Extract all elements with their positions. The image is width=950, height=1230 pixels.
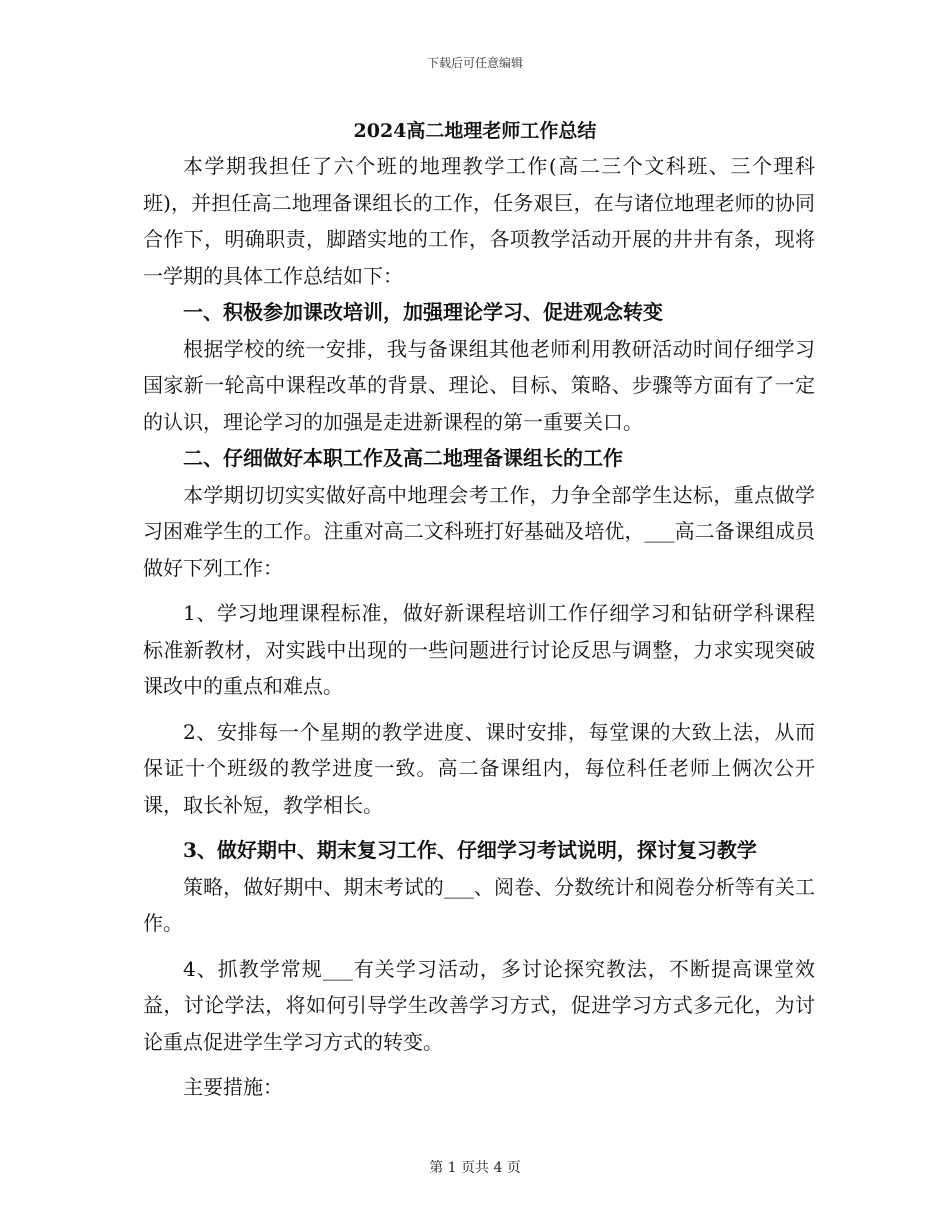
- section-2-paragraph: 本学期切切实实做好高中地理会考工作，力争全部学生达标，重点做学习困难学生的工作。注重对高二文科班打好基础及培优，___高二备课组成员做好下列工作：: [143, 482, 815, 580]
- measures-label: 主要措施：: [183, 1075, 283, 1099]
- section-2-heading: 二、仔细做好本职工作及高二地理备课组长的工作: [183, 446, 623, 470]
- section-1-paragraph: 根据学校的统一安排，我与备课组其他老师利用教研活动时间仔细学习国家新一轮高中课程改革的背景、理论、目标、策略、步骤等方面有了一定的认识，理论学习的加强是走进新课程的第一重要关口。: [143, 336, 815, 434]
- page-indicator: 第 1 页共 4 页: [429, 1160, 521, 1176]
- document-body: [143, 148, 815, 1106]
- item-3-heading: 3、做好期中、期末复习工作、仔细学习考试说明，探讨复习教学: [183, 838, 757, 862]
- intro-paragraph: 本学期我担任了六个班的地理教学工作(高二三个文科班、三个理科班)，并担任高二地理备课组长的工作，任务艰巨，在与诸位地理老师的协同合作下，明确职责，脚踏实地的工作，各项教学活动开展的井井有条，现将一学期的具体工作总结如下：: [143, 154, 815, 288]
- section-1-heading: 一、积极参加课改培训，加强理论学习、促进观念转变: [183, 300, 663, 324]
- item-2-paragraph: 2、安排每一个星期的教学进度、课时安排，每堂课的大致上法，从而保证十个班级的教学进度一致。高二备课组内，每位科任老师上俩次公开课，取长补短，教学相长。: [143, 719, 815, 817]
- header-note: 下载后可任意编辑: [426, 56, 523, 70]
- item-3-paragraph: 策略，做好期中、期末考试的___、阅卷、分数统计和阅卷分析等有关工作。: [143, 874, 815, 935]
- item-1-paragraph: 1、学习地理课程标准，做好新课程培训工作仔细学习和钻研学科课程标准新教材，对实践中出现的一些问题进行讨论反思与调整，力求实现突破课改中的重点和难点。: [143, 601, 815, 698]
- document-title: 2024高二地理老师工作总结: [353, 120, 597, 142]
- item-4-paragraph: 4、抓教学常规___有关学习活动，多讨论探究教法，不断提高课堂效益，讨论学法，将如何引导学生改善学习方式，促进学习方式多元化，为讨论重点促进学生学习方式的转变。: [143, 956, 815, 1054]
